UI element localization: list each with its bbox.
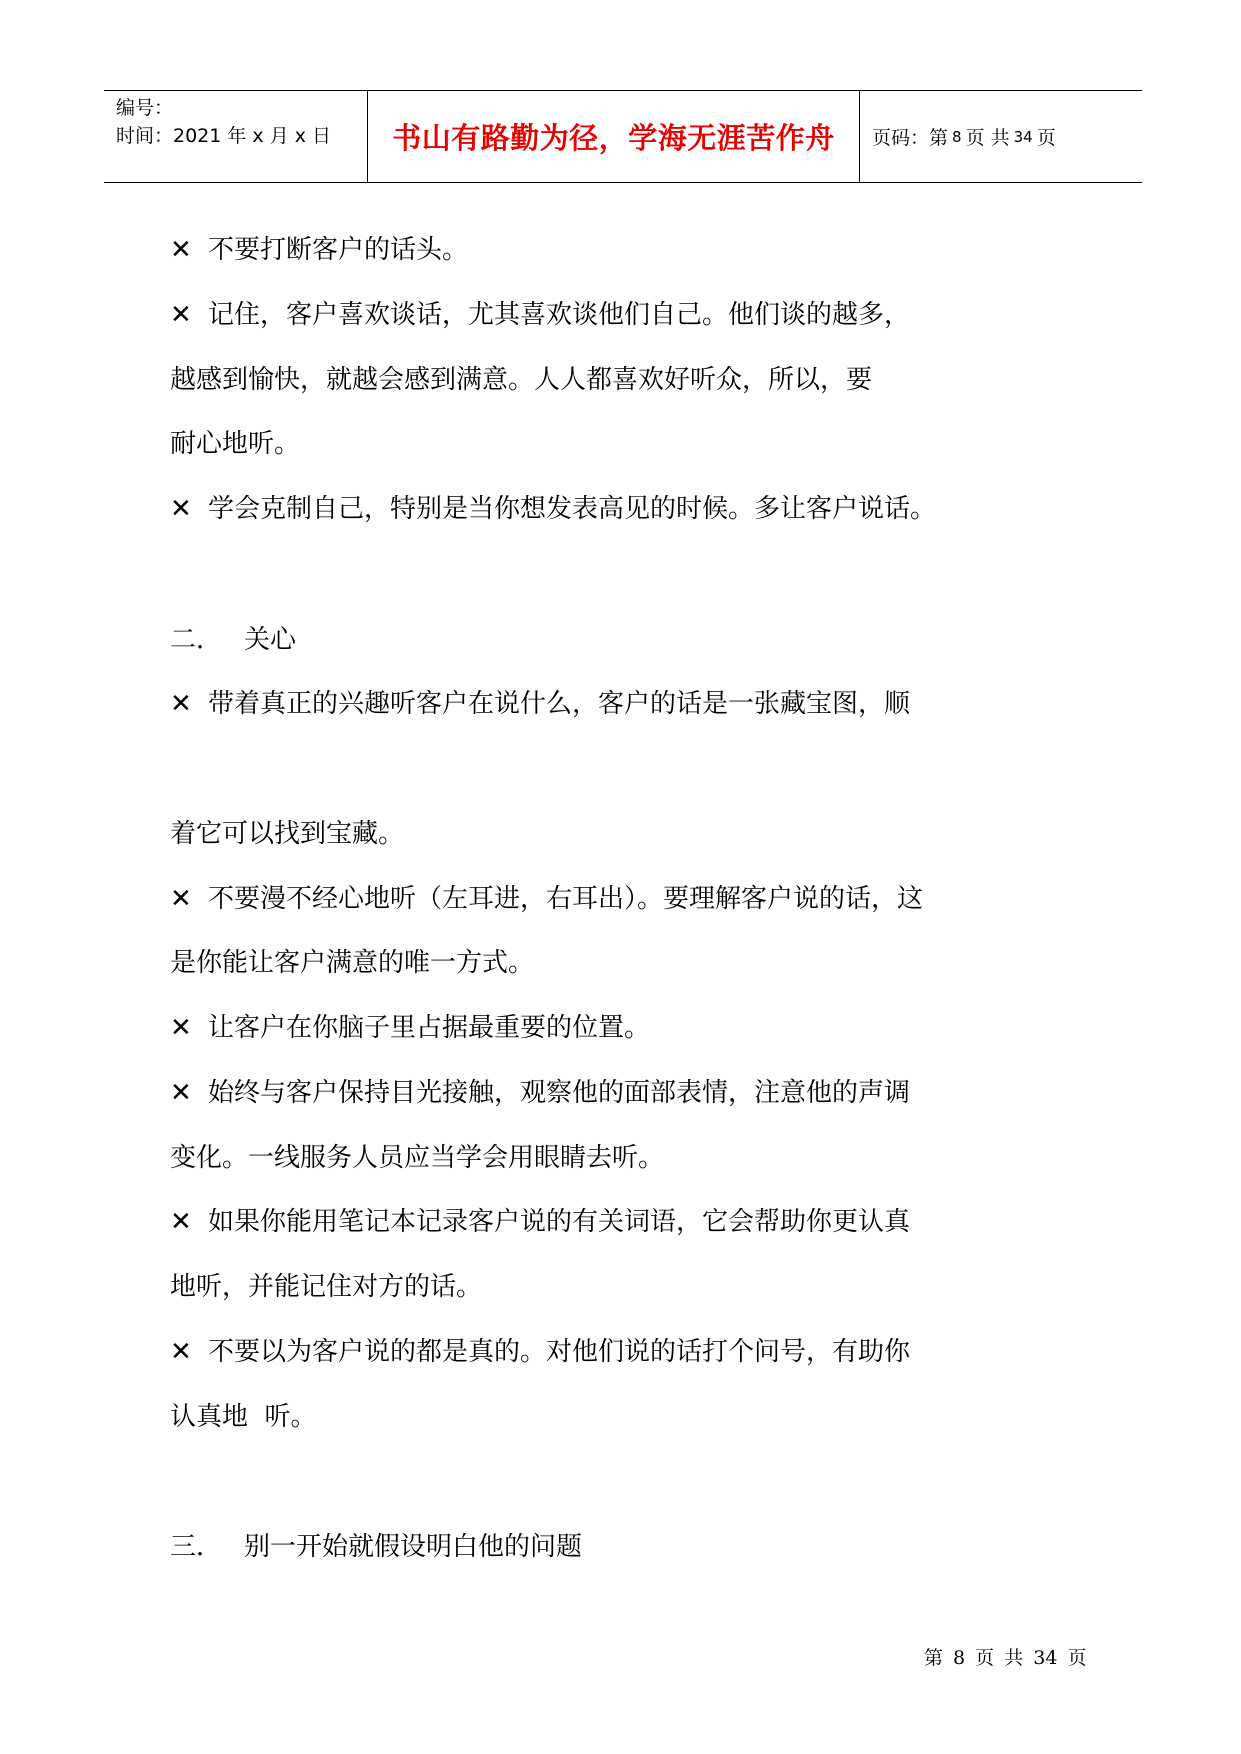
line-text: 不要打断客户的话头。	[208, 235, 469, 265]
line-text: 带着真正的兴趣听客户在说什么，客户的话是一张藏宝图，顺	[208, 689, 911, 719]
bullet-cross-icon: ✕	[170, 689, 192, 719]
bullet-cross-icon: ✕	[170, 1337, 192, 1367]
text-line	[170, 367, 872, 393]
text-line	[170, 237, 468, 263]
line-text: 越感到愉快，就越会感到满意。人人都喜欢好听众，所以，要	[170, 365, 873, 395]
line-text: 着它可以找到宝藏。	[170, 819, 405, 849]
bullet-cross-icon: ✕	[170, 1078, 192, 1108]
bullet-cross-icon: ✕	[170, 494, 192, 524]
line-text: 记住，客户喜欢谈话，尤其喜欢谈他们自己。他们谈的越多，	[208, 300, 911, 330]
line-text: 始终与客户保持目光接触，观察他的面部表情，注意他的声调	[208, 1078, 911, 1108]
page-footer: 第 8 页 共 34 页	[924, 1647, 1087, 1669]
section-number: 三．	[170, 1532, 223, 1562]
header-motto-cell	[368, 91, 860, 182]
bullet-cross-icon: ✕	[170, 884, 192, 914]
bullet-cross-icon: ✕	[170, 1207, 192, 1237]
line-text: 变化。一线服务人员应当学会用眼睛去听。	[170, 1143, 665, 1173]
line-text: 不要漫不经心地听（左耳进，右耳出）。要理解客户说的话，这	[208, 884, 924, 914]
section-title: 关心	[244, 625, 297, 655]
line-text: 不要以为客户说的都是真的。对他们说的话打个问号，有助你	[208, 1337, 911, 1367]
text-line	[170, 691, 910, 717]
text-line	[170, 1274, 482, 1300]
line-text: 耐心地听。	[170, 429, 301, 459]
header-page-cell	[860, 91, 1142, 182]
time-label: 时间：2021 年 x 月 x 日	[116, 125, 332, 147]
line-text: 如果你能用笔记本记录客户说的有关词语，它会帮助你更认真	[208, 1207, 911, 1237]
page-suffix: 页	[1036, 127, 1056, 149]
bullet-cross-icon: ✕	[170, 235, 192, 265]
text-line	[170, 1080, 910, 1106]
page-prefix: 页码：第	[872, 127, 949, 149]
number-label: 编号：	[116, 97, 174, 119]
document-header	[104, 90, 1142, 183]
line-text: 认真地 听。	[170, 1402, 317, 1432]
text-line	[170, 1015, 650, 1041]
text-line	[170, 950, 534, 976]
line-text: 是你能让客户满意的唯一方式。	[170, 948, 535, 978]
text-line	[170, 1339, 910, 1365]
page-mid: 页 共	[965, 127, 1010, 149]
line-text: 让客户在你脑子里占据最重要的位置。	[208, 1013, 651, 1043]
text-line	[170, 431, 300, 457]
section-heading	[170, 1534, 582, 1560]
line-text: 学会克制自己，特别是当你想发表高见的时候。多让客户说话。	[208, 494, 937, 524]
page-current: 8	[952, 127, 962, 146]
bullet-cross-icon: ✕	[170, 300, 192, 330]
section-number: 二．	[170, 625, 223, 655]
text-line	[170, 886, 923, 912]
text-line	[170, 302, 910, 328]
header-meta-cell	[104, 91, 368, 182]
text-line	[170, 1404, 317, 1430]
page-total: 34	[1013, 127, 1033, 146]
motto: 书山有路勤为径，学海无涯苦作舟	[392, 121, 835, 155]
line-text: 地听，并能记住对方的话。	[170, 1272, 483, 1302]
section-title: 别一开始就假设明白他的问题	[244, 1532, 583, 1562]
bullet-cross-icon: ✕	[170, 1013, 192, 1043]
text-line	[170, 821, 404, 847]
text-line	[170, 1145, 664, 1171]
section-heading	[170, 627, 296, 653]
text-line	[170, 496, 936, 522]
text-line	[170, 1209, 910, 1235]
